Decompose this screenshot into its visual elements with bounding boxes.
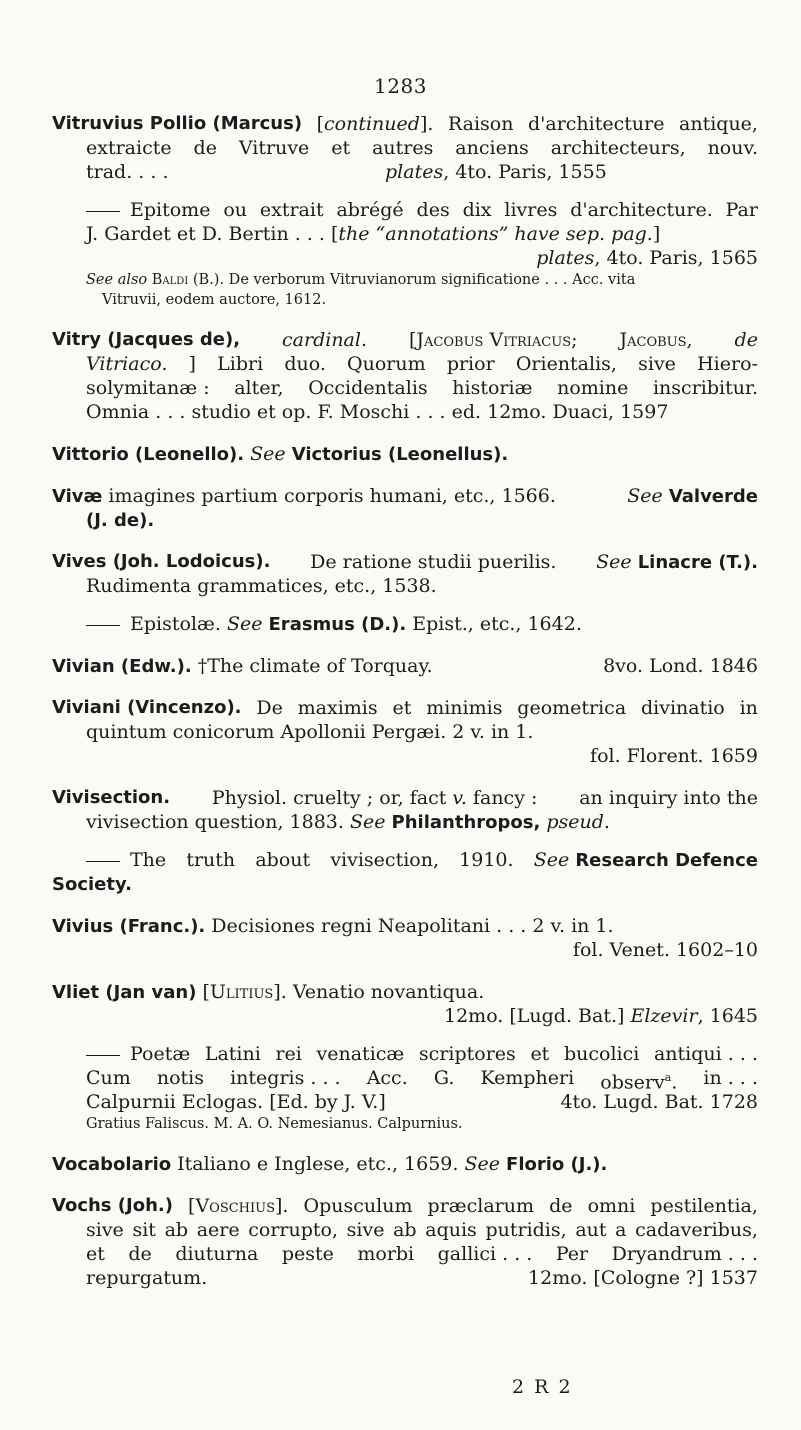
entry-line: Calpurnii Eclogas. [Ed. by J. V.] 4to. Lugd. Bat. 1728 [86, 1091, 758, 1113]
entry-line: et de diuturna peste morbi gallici . . . Per Dryandrum . . . [86, 1243, 758, 1265]
catalogue-entry-vivisection [52, 786, 758, 834]
entry-line: Vivisection. Physiol. cruelty ; or, fact v. fancy : an inquiry into the [52, 787, 758, 809]
entry-line: Rudimenta grammatices, etc., 1538. [86, 575, 437, 597]
entry-line: trad. . . . plates, 4to. Paris, 1555 [86, 161, 607, 183]
catalogue-entry-epitome [52, 198, 758, 310]
entry-line: Vittorio (Leonello). See Victorius (Leonellus). [52, 443, 509, 465]
entry-line: fol. Venet. 1602–10 [572, 939, 758, 961]
catalogue-entry-epistolae [52, 612, 758, 636]
entry-line: plates, 4to. Paris, 1565 [536, 247, 758, 269]
entry-line: Vivian (Edw.). †The climate of Torquay. 8vo. Lond. 1846 [52, 655, 758, 677]
catalogue-entry-vivian [52, 654, 758, 678]
ditto-dash [86, 1055, 120, 1056]
catalogue-entry-vitruvius [52, 112, 758, 184]
entry-line: Viviani (Vincenzo). De maximis et minimis geometrica divinatio in [52, 697, 758, 719]
entry-line: Vitriaco. ] Libri duo. Quorum prior Orientalis, sive Hiero- [86, 353, 758, 375]
catalogue-entry-vivae-imagines [52, 484, 758, 532]
entry-line: vivisection question, 1883. See Philanthropos, pseud. [86, 811, 610, 833]
entry-line: Vochs (Joh.) [Voschius]. Opusculum præclarum de omni pestilentia, [52, 1195, 758, 1217]
entry-line: sive sit ab aere corrupto, sive ab aquis putridis, aut a cadaveribus, [86, 1219, 758, 1241]
entry-note: See also Baldi (B.). De verborum Vitruvianorum significatione . . . Acc. vita Vitruvii, eodem auctore, 1612. [86, 272, 636, 308]
entry-line: quintum conicorum Apollonii Pergæi. 2 v. in 1. [86, 721, 534, 743]
entry-line: Poetæ Latini rei venaticæ scriptores et bucolici antiqui . . . [52, 1042, 758, 1066]
catalogue-entry-poetae-latini [52, 1042, 758, 1134]
entry-line: Vitry (Jacques de), cardinal. [Jacobus Vitriacus; Jacobus, de [52, 329, 758, 351]
entry-line: Cum notis integris . . . Acc. G. Kempheri observ$^a$. in . . . [86, 1067, 758, 1094]
entry-line: Vitruvius Pollio (Marcus) [continued]. Raison d'architecture antique, [52, 113, 758, 135]
entry-line: Epitome ou extrait abrégé des dix livres d'architecture. Par [52, 198, 758, 222]
catalogue-entry-vivius [52, 914, 758, 962]
entry-line: Society. [52, 874, 132, 895]
entry-line: Vivæ imagines partium corporis humani, etc., 1566. See Valverde [52, 485, 758, 507]
catalogue-column [52, 112, 758, 1308]
signature-mark: 2 R 2 [512, 1376, 573, 1398]
entry-line: Omnia . . . studio et op. F. Moschi . . . ed. 12mo. Duaci, 1597 [86, 401, 669, 423]
catalogue-entry-vives [52, 550, 758, 598]
entry-line: fol. Florent. 1659 [590, 745, 758, 767]
catalogue-entry-viviani [52, 696, 758, 768]
ditto-dash [86, 625, 120, 626]
entry-line: repurgatum. 12mo. [Cologne ?] 1537 [86, 1267, 758, 1289]
ditto-dash [86, 211, 120, 212]
catalogue-entry-vochs [52, 1194, 758, 1290]
entry-line: (J. de). [86, 510, 155, 531]
entry-line: Vives (Joh. Lodoicus). De ratione studii puerilis. See Linacre (T.). [52, 551, 758, 573]
entry-line: J. Gardet et D. Bertin . . . [the “annotations” have sep. pag.] [86, 223, 661, 245]
entry-line: 12mo. [Lugd. Bat.] Elzevir, 1645 [444, 1005, 758, 1027]
entry-line: solymitanæ : alter, Occidentalis historiæ nomine inscribitur. [86, 377, 758, 399]
entry-note: Gratius Faliscus. M. A. O. Nemesianus. Calpurnius. [86, 1116, 463, 1132]
catalogue-entry-vliet [52, 980, 758, 1028]
entry-line: extraicte de Vitruve et autres anciens architecteurs, nouv. [86, 137, 758, 159]
entry-line: Vliet (Jan van) [Ulitius]. Venatio novantiqua. [52, 981, 485, 1003]
entry-line: Epistolæ. See Erasmus (D.). Epist., etc., 1642. [52, 612, 758, 636]
catalogue-entry-vocabolario [52, 1152, 758, 1176]
entry-line: Vivius (Franc.). Decisiones regni Neapolitani . . . 2 v. in 1. [52, 915, 614, 937]
catalogue-entry-truth-about-vivisection [52, 848, 758, 896]
page-number: 1283 [374, 74, 427, 98]
catalogue-entry-vittorio [52, 442, 758, 466]
catalogue-entry-vitry [52, 328, 758, 424]
entry-line: Vocabolario Italiano e Inglese, etc., 1659. See Florio (J.). [52, 1153, 608, 1175]
ditto-dash [86, 861, 120, 862]
entry-line: The truth about vivisection, 1910. See Research Defence [52, 848, 758, 872]
